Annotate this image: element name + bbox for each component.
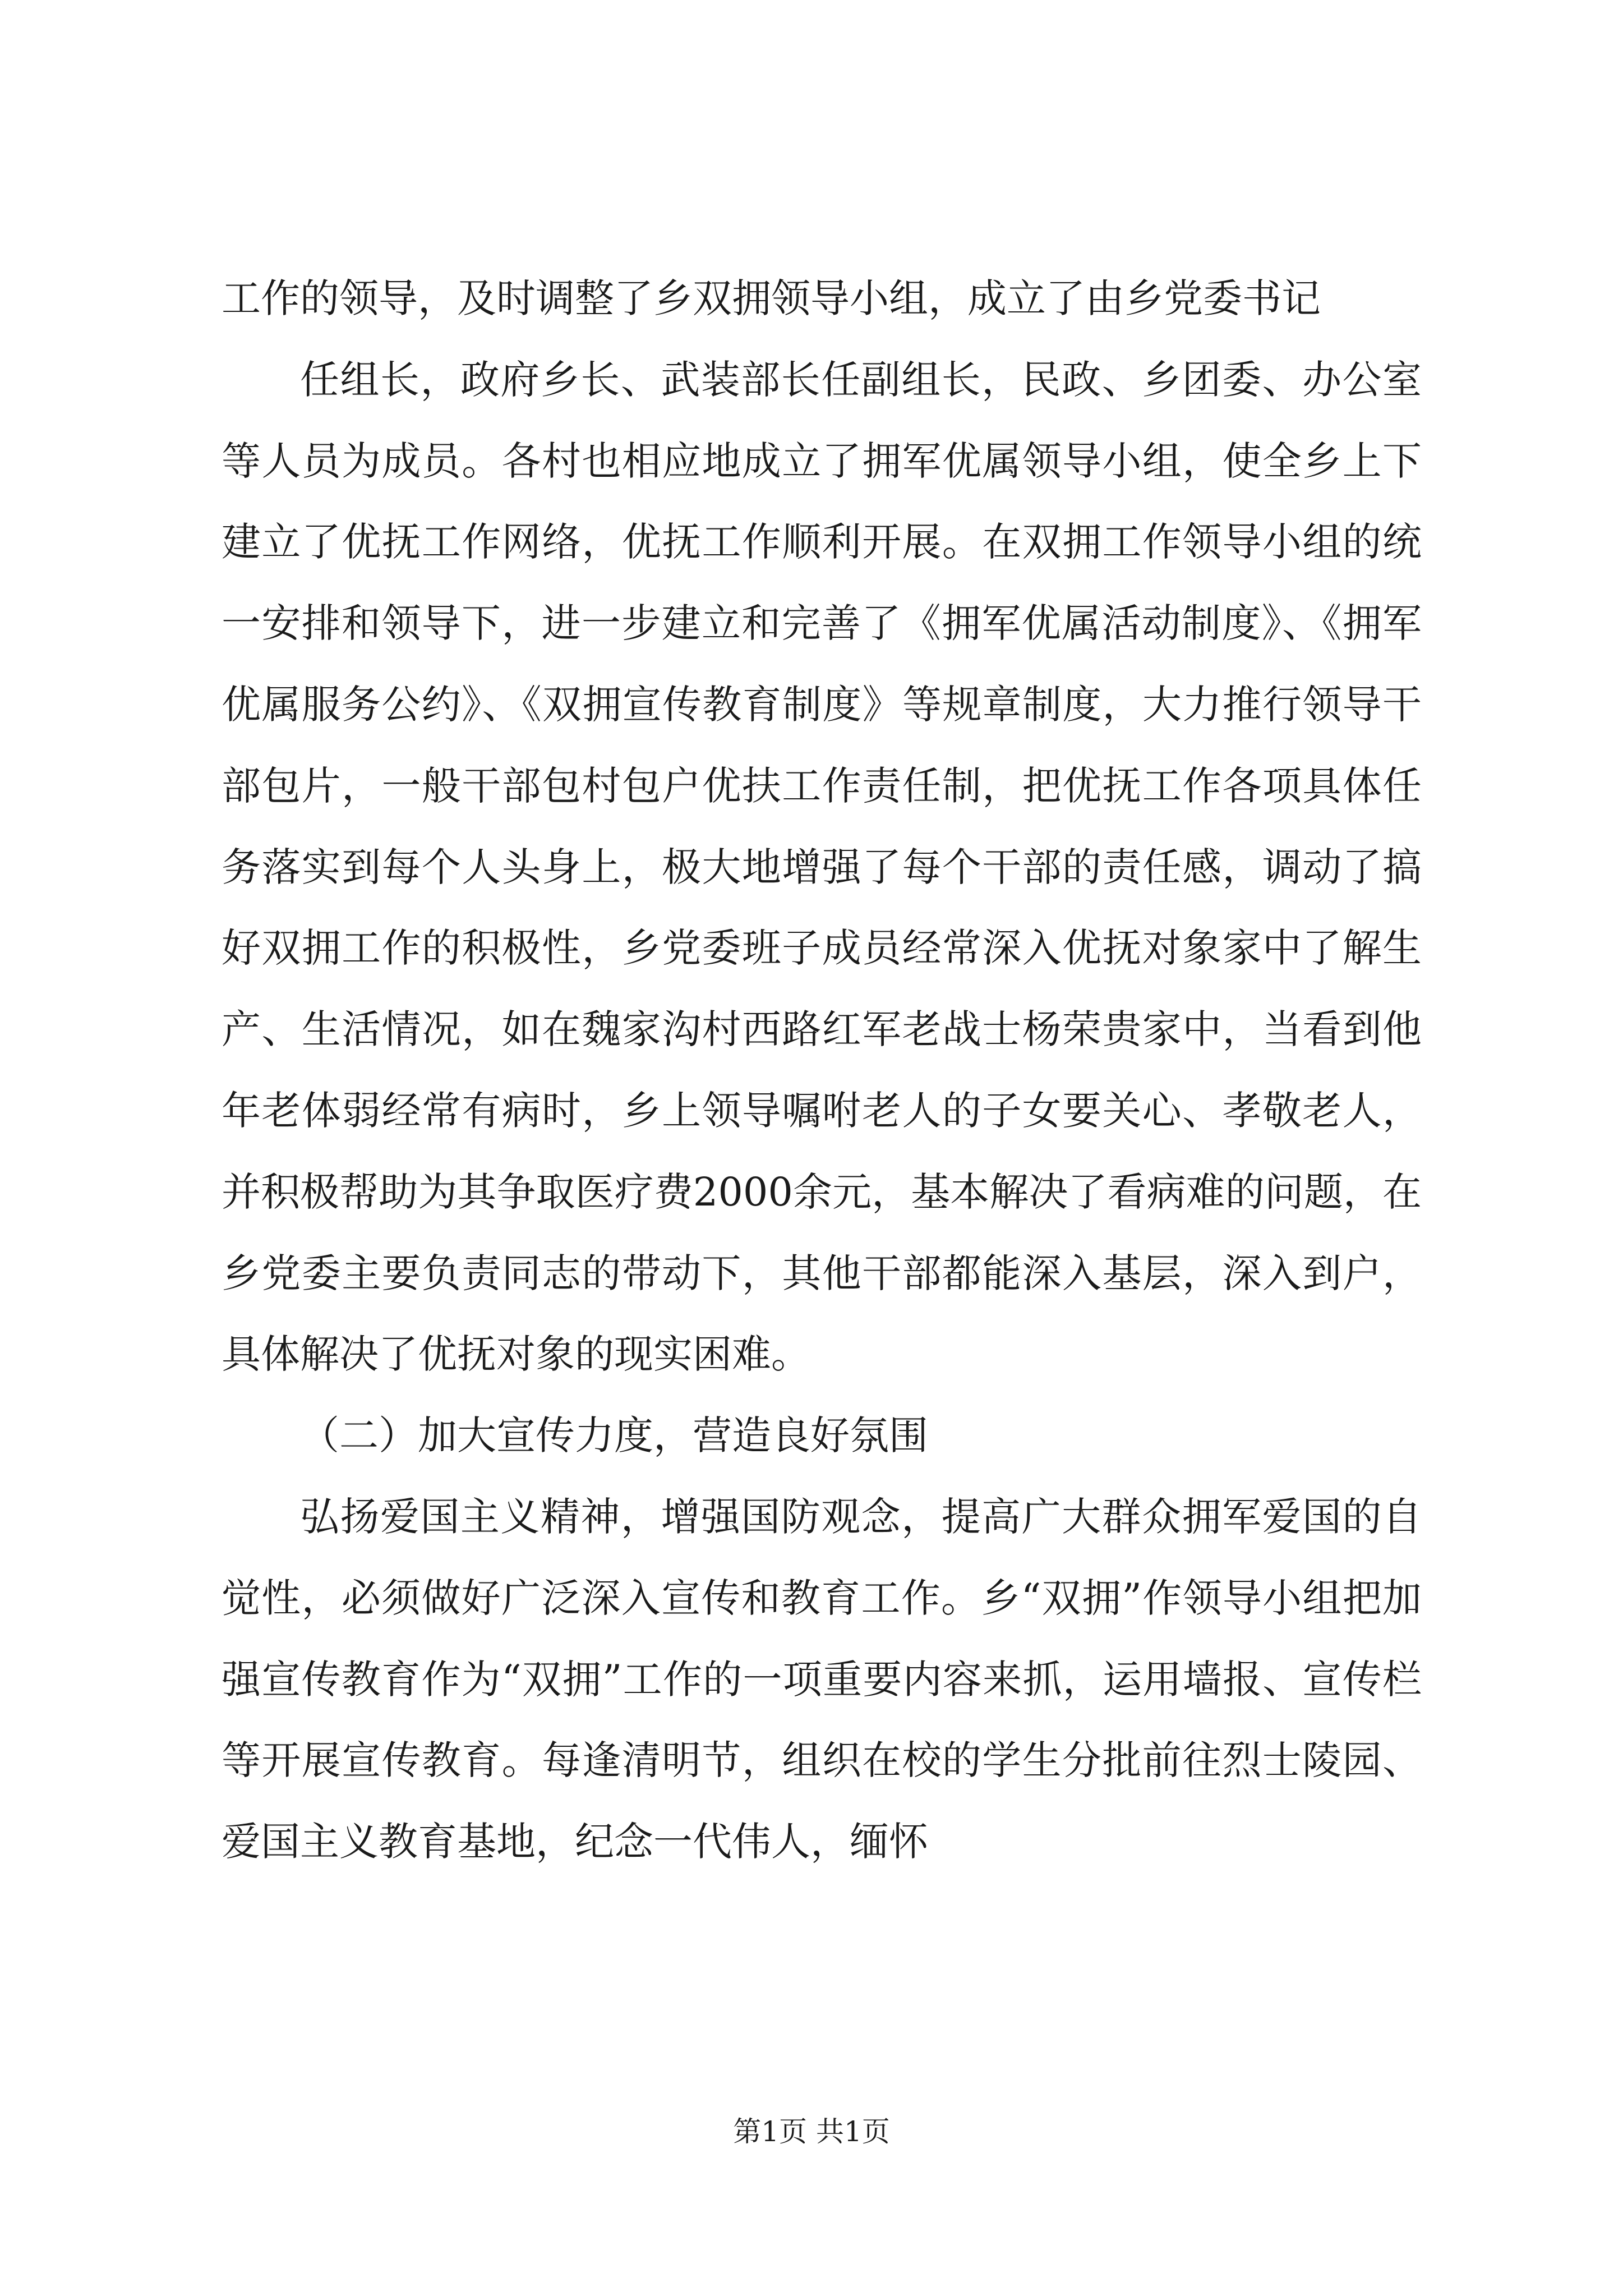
document-body: [222, 258, 1422, 1883]
paragraph-continuation: 工作的领导，及时调整了乡双拥领导小组，成立了由乡党委书记: [222, 275, 1321, 321]
page-footer: 第1页 共1页: [733, 2115, 890, 2148]
paragraph-patriotism-education: 弘扬爱国主义精神，增强国防观念，提高广大群众拥军爱国的自觉性，必须做好广泛深入宣传和教育工作。乡“双拥”作领导小组把加强宣传教育作为“双拥”工作的一项重要内容来抓，运用墙报、宣传栏等开展宣传教育。每逢清明节，组织在校的学生分批前往烈士陵园、爱国主义教育基地，纪念一代伟人，缅怀: [222, 1493, 1422, 1865]
paragraph-leadership-group: 任组长，政府乡长、武装部长任副组长，民政、乡团委、办公室等人员为成员。各村也相应地成立了拥军优属领导小组，使全乡上下建立了优抚工作网络，优抚工作顺利开展。在双拥工作领导小组的统一安排和领导下，进一步建立和完善了《拥军优属活动制度》、《拥军优属服务公约》、《双拥宣传教育制度》等规章制度，大力推行领导干部包片，一般干部包村包户优扶工作责任制，把优抚工作各项具体任务落实到每个人头身上，极大地增强了每个干部的责任感，调动了搞好双拥工作的积极性，乡党委班子成员经常深入优抚对象家中了解生产、生活情况，如在魏家沟村西路红军老战士杨荣贵家中，当看到他年老体弱经常有病时，乡上领导嘱咐老人的子女要关心、孝敬老人，并积极帮助为其争取医疗费2000余元，基本解决了看病难的问题，在乡党委主要负责同志的带动下，其他干部都能深入基层，深入到户，具体解决了优抚对象的现实困难。: [222, 356, 1422, 1378]
section-heading-publicity: （二）加大宣传力度，营造良好氛围: [300, 1412, 928, 1459]
